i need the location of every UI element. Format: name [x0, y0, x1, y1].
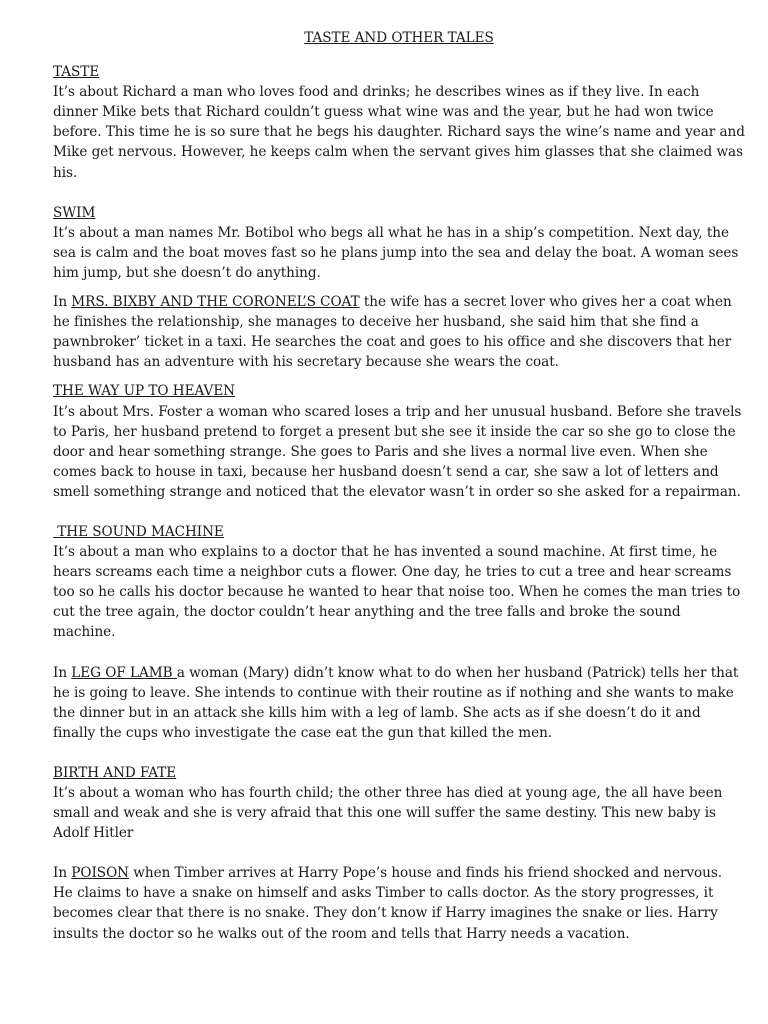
section-prefix-poison: In [53, 865, 72, 882]
document-page [53, 28, 745, 944]
section-heading-swim: SWIM [53, 204, 96, 221]
section-heading-heaven: THE WAY UP TO HEAVEN [53, 383, 236, 400]
section-body-birth: It’s about a woman who has fourth child; the other three has died at young age, the all have been small and weak and she is very afraid that this one will suffer the same destiny. This new baby is Adolf Hitler [53, 785, 723, 842]
section-title-bixby: MRS. BIXBY AND THE CORONEL’S COAT [71, 294, 360, 311]
document-title: TASTE AND OTHER TALES [304, 30, 494, 46]
section-paragraph-bixby [53, 292, 745, 372]
section-body-bixby: the wife has a secret lover who gives her a coat when he finishes the relationship, she manages to deceive her husband, she said him that she find a pawnbroker’ ticket in a taxi. He searches the coat and goes to his office and she discovers that her husband has an adventure with his secretary because she wears the coat. [53, 294, 732, 371]
section-title-lamb: LEG OF LAMB [71, 664, 177, 681]
section-sound [53, 522, 745, 643]
section-heaven [53, 381, 745, 502]
section-body-sound: It’s about a man who explains to a doctor that he has invented a sound machine. At first time, he hears screams each time a neighbor cuts a flower. One day, he tries to cut a tree and hear screams too so he calls his doctor because he wanted to hear that noise too. When he comes the man tries to cut the tree again, the doctor couldn’t hear anything and the tree falls and broke the sound machine. [53, 544, 741, 641]
section-prefix-bixby: In [53, 294, 72, 311]
section-paragraph-lamb [53, 663, 745, 743]
section-paragraph-poison [53, 863, 745, 943]
section-heading-taste: TASTE [53, 64, 100, 81]
section-swim [53, 203, 745, 283]
section-body-taste: It’s about Richard a man who loves food and drinks; he describes wines as if they live. In each dinner Mike bets that Richard couldn’t guess what wine was and the year, but he had won twice before. This time he is so sure that he begs his daughter. Richard says the wine’s name and year and Mike get nervous. However, he keeps calm when the servant gives him glasses that she claimed was his. [53, 84, 745, 181]
section-lamb [53, 663, 745, 743]
section-heading-birth: BIRTH AND FATE [53, 764, 177, 781]
section-birth [53, 763, 745, 843]
section-bixby [53, 292, 745, 372]
section-title-poison: POISON [71, 865, 130, 882]
section-body-poison: when Timber arrives at Harry Pope’s house and finds his friend shocked and nervous. He claims to have a snake on himself and asks Timber to calls doctor. As the story progresses, it becomes clear that there is no snake. They don’t know if Harry imagines the snake or lies. Harry insults the doctor so he walks out of the room and tells that Harry needs a vacation. [53, 865, 723, 942]
section-body-swim: It’s about a man names Mr. Botibol who begs all what he has in a ship’s competition. Next day, the sea is calm and the boat moves fast so he plans jump into the sea and delay the boat. A woman sees him jump, but she doesn’t do anything. [53, 224, 739, 281]
section-poison [53, 863, 745, 943]
section-taste [53, 62, 745, 183]
section-body-lamb: a woman (Mary) didn’t know what to do when her husband (Patrick) tells her that he is going to leave. She intends to continue with their routine as if nothing and she wants to make the dinner but in an attack she kills him with a leg of lamb. She acts as if she doesn’t do it and finally the cups who investigate the case eat the gun that killed the men. [53, 664, 739, 741]
section-prefix-lamb: In [53, 664, 72, 681]
section-body-heaven: It’s about Mrs. Foster a woman who scared loses a trip and her unusual husband. Before she travels to Paris, her husband pretend to forget a present but she see it inside the car so she go to close the door and hear something strange. She goes to Paris and she lives a normal live even. When she comes back to house in taxi, because her husband doesn’t send a car, she saw a lot of letters and smell something strange and noticed that the elevator wasn’t in order so she asked for a repairman. [53, 403, 742, 500]
section-heading-sound: THE SOUND MACHINE [53, 523, 224, 540]
